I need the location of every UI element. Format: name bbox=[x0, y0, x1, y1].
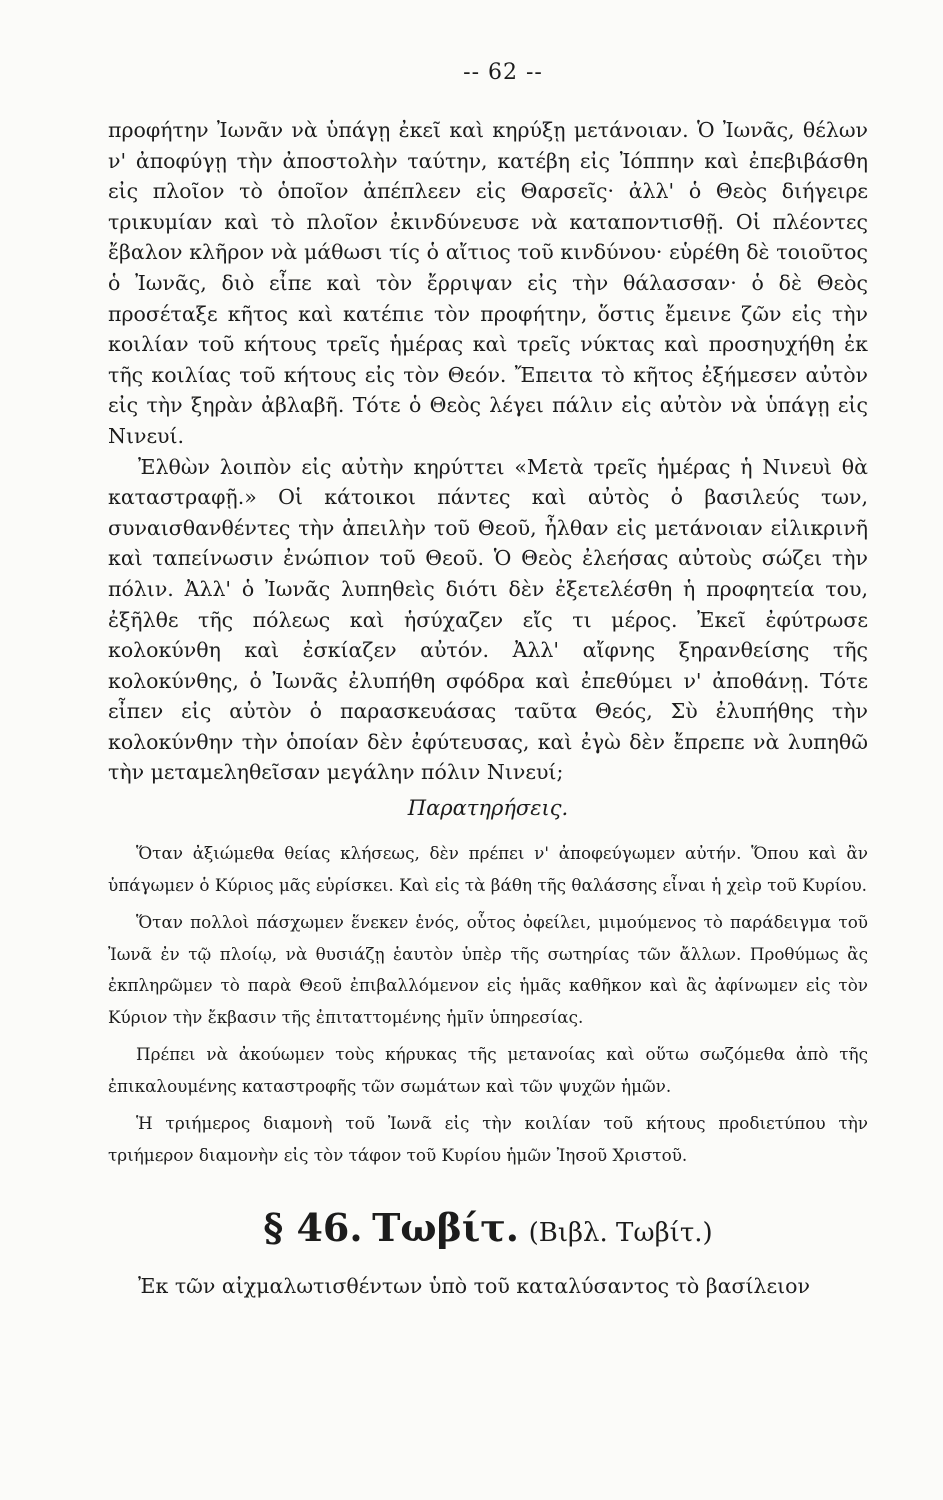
body-paragraph-1: προφήτην Ἰωνᾶν νὰ ὑπάγῃ ἐκεῖ καὶ κηρύξῃ μετάνοιαν. Ὁ Ἰωνᾶς, θέλων ν' ἀποφύγῃ τὴν ἀποστολὴν ταύτην, κατέβη εἰς Ἰόππην καὶ ἐπεβιβάσθη εἰς πλοῖον τὸ ὁποῖον ἀπέπλεεν εἰς Θαρσεῖς· ἀλλ' ὁ Θεὸς διήγειρε τρικυμίαν καὶ τὸ πλοῖον ἐκινδύνευσε νὰ καταποντισθῇ. Οἱ πλέοντες ἔβαλον κλῆρον νὰ μάθωσι τίς ὁ αἴτιος τοῦ κινδύνου· εὑρέθη δὲ τοιοῦτος ὁ Ἰωνᾶς, διὸ εἶπε καὶ τὸν ἔρριψαν εἰς τὴν θάλασσαν· ὁ δὲ Θεὸς προσέταξε κῆτος καὶ κατέπιε τὸν προφήτην, ὅστις ἔμεινε ζῶν εἰς τὴν κοιλίαν τοῦ κήτους τρεῖς ἡμέρας καὶ τρεῖς νύκτας καὶ προσηυχήθη ἐκ τῆς κοιλίας τοῦ κήτους εἰς τὸν Θεόν. Ἔπειτα τὸ κῆτος ἐξήμεσεν αὐτὸν εἰς τὴν ξηρὰν ἀβλαβῆ. Τότε ὁ Θεὸς λέγει πάλιν εἰς αὐτὸν νὰ ὑπάγῃ εἰς Νινευί. bbox=[108, 118, 868, 448]
chapter-number: § 46. bbox=[263, 1205, 363, 1251]
remark-item: Πρέπει νὰ ἀκούωμεν τοὺς κήρυκας τῆς μετανοίας καὶ οὕτω σωζόμεθα ἀπὸ τῆς ἐπικαλουμένης καταστροφῆς τῶν σωμάτων καὶ τῶν ψυχῶν ἡμῶν. bbox=[108, 1044, 868, 1096]
remarks-heading: Παρατηρήσεις. bbox=[407, 796, 569, 821]
remark-item: Ὅταν πολλοὶ πάσχωμεν ἕνεκεν ἑνός, οὗτος ὀφείλει, μιμούμενος τὸ παράδειγμα τοῦ Ἰωνᾶ ἐν τῷ πλοίῳ, νὰ θυσιάζῃ ἑαυτὸν ὑπὲρ τῆς σωτηρίας τῶν ἄλλων. Προθύμως ἂς ἐκπληρῶμεν τὸ παρὰ Θεοῦ ἐπιβαλλόμενον εἰς ἡμᾶς καθῆκον καὶ ἂς ἀφίνωμεν εἰς τὸν Κύριον τὴν ἔκβασιν τῆς ἐπιταττομένης ἡμῖν ὑπηρεσίας. bbox=[108, 912, 868, 1027]
book-page bbox=[108, 60, 868, 1301]
chapter-title: Τωβίτ. bbox=[372, 1205, 520, 1251]
chapter-heading bbox=[108, 1205, 868, 1251]
body-paragraph-2: Ἐλθὼν λοιπὸν εἰς αὐτὴν κηρύττει «Μετὰ τρεῖς ἡμέρας ἡ Νινευὶ θὰ καταστραφῇ.» Οἱ κάτοικοι πάντες καὶ αὐτὸς ὁ βασιλεύς των, συναισθανθέντες τὴν ἀπειλὴν τοῦ Θεοῦ, ἦλθαν εἰς μετάνοιαν εἰλικρινῆ καὶ ταπείνωσιν ἐνώπιον τοῦ Θεοῦ. Ὁ Θεὸς ἐλεήσας αὐτοὺς σώζει τὴν πόλιν. Ἀλλ' ὁ Ἰωνᾶς λυπηθεὶς διότι δὲν ἐξετελέσθη ἡ προφητεία του, ἐξῆλθε τῆς πόλεως καὶ ἡσύχαζεν εἴς τι μέρος. Ἐκεῖ ἐφύτρωσε κολοκύνθη καὶ ἐσκίαζεν αὐτόν. Ἀλλ' αἴφνης ξηρανθείσης τῆς κολοκύνθης, ὁ Ἰωνᾶς ἐλυπήθη σφόδρα καὶ ἐπεθύμει ν' ἀποθάνῃ. Τότε εἶπεν εἰς αὐτὸν ὁ παρασκευάσας ταῦτα Θεός, Σὺ ἐλυπήθης τὴν κολοκύνθην τὴν ὁποίαν δὲν ἐφύτευσας, καὶ ἐγὼ δὲν ἔπρεπε νὰ λυπηθῶ τὴν μεταμεληθεῖσαν μεγάλην πόλιν Νινευί; bbox=[108, 454, 868, 785]
remarks-list bbox=[108, 838, 868, 1171]
chapter-reference: (Βιβλ. Τωβίτ.) bbox=[528, 1218, 713, 1249]
remark-item: Ἡ τριήμερος διαμονὴ τοῦ Ἰωνᾶ εἰς τὴν κοιλίαν τοῦ κήτους προδιετύπου τὴν τριήμερον διαμονὴν εἰς τὸν τάφον τοῦ Κυρίου ἡμῶν Ἰησοῦ Χριστοῦ. bbox=[108, 1113, 868, 1165]
chapter-first-line: Ἐκ τῶν αἰχμαλωτισθέντων ὑπὸ τοῦ καταλύσαντος τὸ βασίλειον bbox=[138, 1273, 810, 1298]
page-number: -- 62 -- bbox=[463, 60, 543, 85]
remark-item: Ὅταν ἀξιώμεθα θείας κλήσεως, δὲν πρέπει ν' ἀποφεύγωμεν αὐτήν. Ὅπου καὶ ἂν ὑπάγωμεν ὁ Κύριος μᾶς εὑρίσκει. Καὶ εἰς τὰ βάθη τῆς θαλάσσης εἶναι ἡ χεὶρ τοῦ Κυρίου. bbox=[108, 843, 868, 895]
